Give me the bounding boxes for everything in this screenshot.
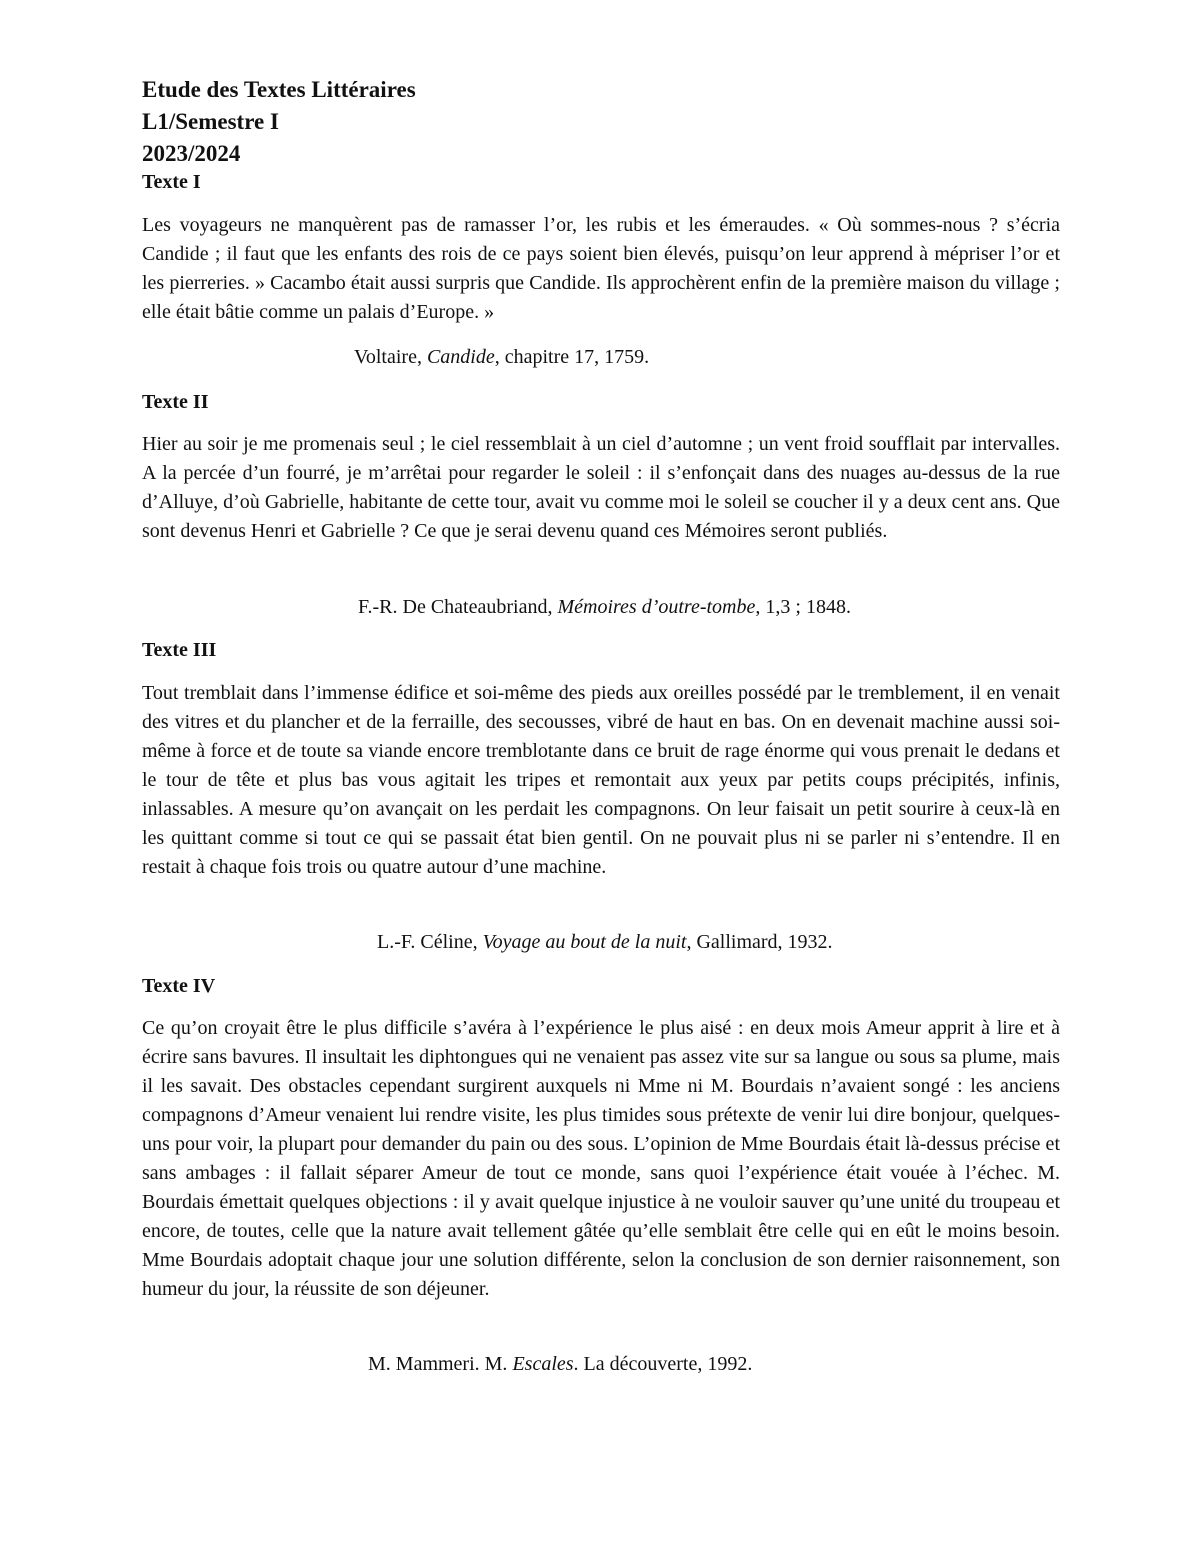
course-title: Etude des Textes Littéraires <box>142 77 416 102</box>
text-4-heading: Texte IV <box>142 975 216 997</box>
text-4-cite-author: M. Mammeri. M. <box>368 1353 513 1375</box>
course-level: L1/Semestre I <box>142 109 279 134</box>
text-2-heading: Texte II <box>142 391 209 413</box>
text-2-body: Hier au soir je me promenais seul ; le ciel ressemblait à un ciel d’automne ; un vent froid soufflait par intervalles. A la percée d’un fourré, je m’arrêtai pour regarder le soleil : il s’enfonçait dans des nuages au-dessus de la rue d’Alluye, d’où Gabrielle, habitante de cette tour, avait vu comme moi le soleil se coucher il y a deux cent ans. Que sont devenus Henri et Gabrielle ? Ce que je serai devenu quand ces Mémoires seront publiés. <box>142 433 1060 542</box>
text-3-cite-author: L.-F. Céline, <box>377 931 483 953</box>
text-1-cite-author: Voltaire, <box>354 346 427 368</box>
text-4-citation <box>368 1351 752 1377</box>
text-3-cite-title: Voyage au bout de la nuit <box>482 931 687 953</box>
text-4-body: Ce qu’on croyait être le plus difficile s’avéra à l’expérience le plus aisé : en deux mois Ameur apprit à lire et à écrire sans bavures. Il insultait les diphtongues qui ne venaient pas assez vite sur sa langue ou sous sa plume, mais il les savait. Des obstacles cependant surgirent auxquels ni Mme ni M. Bourdais n’avaient songé : les anciens compagnons d’Ameur venaient lui rendre visite, les plus timides sous prétexte de venir lui dire bonjour, quelques-uns pour voir, la plupart pour demander du pain ou des sous. L’opinion de Mme Bourdais était là-dessus précise et sans ambages : il fallait séparer Ameur de tout ce monde, sans quoi l’expérience était vouée à l’échec. M. Bourdais émettait quelques objections : il y avait quelque injustice à ne vouloir sauver qu’une unité du troupeau et encore, de toutes, celle que la nature avait tellement gâtée qu’elle semblait être celle qui en eût le moins besoin. Mme Bourdais adoptait chaque jour une solution différente, selon la conclusion de son dernier raisonnement, son humeur du jour, la réussite de son déjeuner. <box>142 1017 1060 1300</box>
text-1-cite-rest: , chapitre 17, 1759. <box>494 346 650 368</box>
text-4-cite-title: Escales <box>512 1353 574 1375</box>
text-2-cite-title: Mémoires d’outre-tombe <box>557 596 756 618</box>
text-3-citation <box>377 929 833 955</box>
text-3-body: Tout tremblait dans l’immense édifice et soi-même des pieds aux oreilles possédé par le tremblement, il en venait des vitres et du plancher et de la ferraille, des secousses, vibré de haut en bas. On en devenait machine aussi soi-même à force et de toute sa viande encore tremblotante dans ce bruit de rage énorme qui vous prenait le dedans et le tour de tête et plus bas vous agitait les tripes et remontait aux yeux par petits coups précipités, infinis, inlassables. A mesure qu’on avançait on les perdait les compagnons. On leur faisait un petit sourire à ceux-là en les quittant comme si tout ce qui se passait état bien gentil. On ne pouvait plus ni se parler ni s’entendre. Il en restait à chaque fois trois ou quatre autour d’une machine. <box>142 682 1060 878</box>
text-2-cite-rest: , 1,3 ; 1848. <box>755 596 851 618</box>
text-2-citation <box>358 594 851 620</box>
text-3-cite-rest: , Gallimard, 1932. <box>686 931 833 953</box>
text-1-heading: Texte I <box>142 171 201 193</box>
text-1-body: Les voyageurs ne manquèrent pas de ramasser l’or, les rubis et les émeraudes. « Où sommes-nous ? s’écria Candide ; il faut que les enfants des rois de ce pays soient bien élevés, puisqu’on leur apprend à mépriser l’or et les pierreries. » Cacambo était aussi surpris que Candide. Ils approchèrent enfin de la première maison du village ; elle était bâtie comme un palais d’Europe. » <box>142 214 1060 323</box>
document-header <box>142 74 1062 170</box>
text-1-cite-title: Candide <box>426 346 495 368</box>
text-2-cite-author: F.-R. De Chateaubriand, <box>358 596 558 618</box>
academic-year: 2023/2024 <box>142 141 241 166</box>
text-4-cite-rest: . La découverte, 1992. <box>573 1353 753 1375</box>
text-1-citation <box>354 344 649 370</box>
text-3-heading: Texte III <box>142 639 217 661</box>
